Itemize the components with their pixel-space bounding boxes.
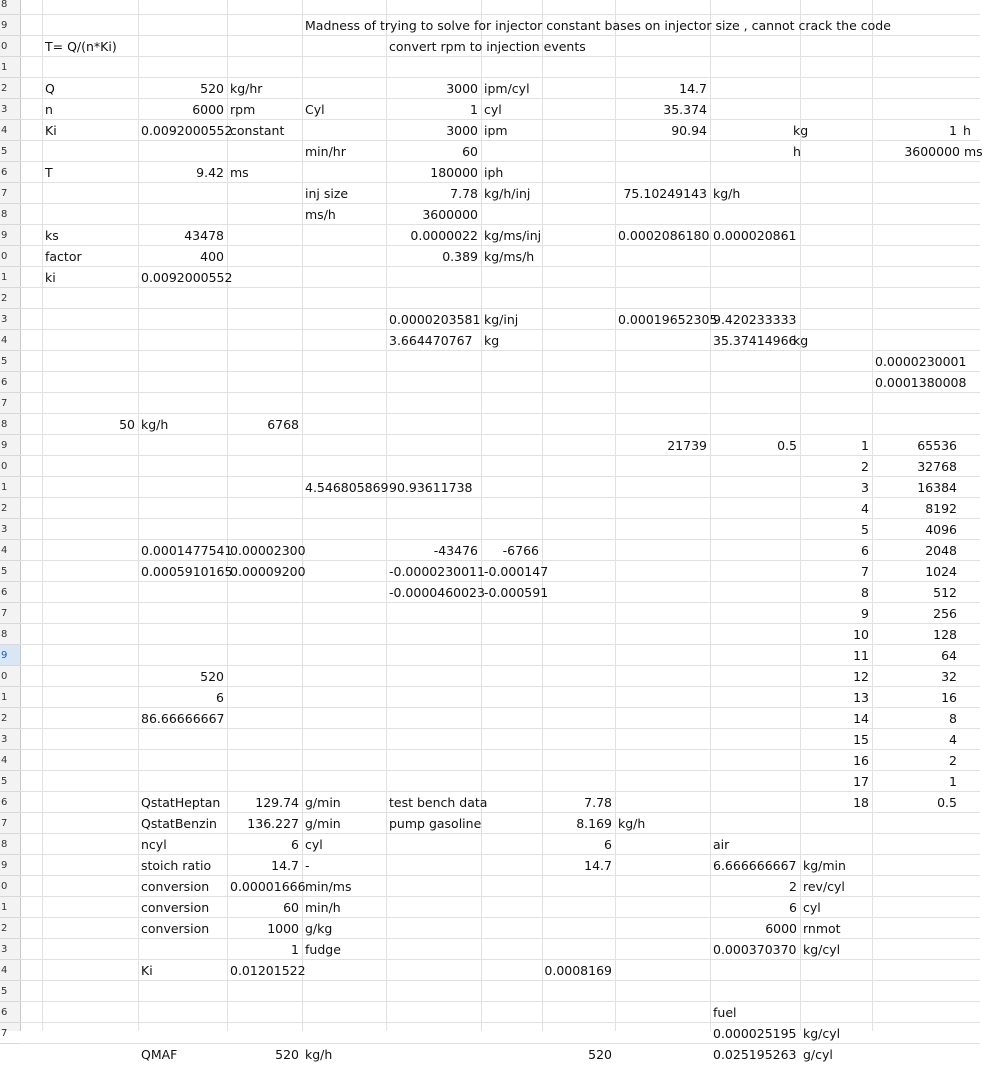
cell[interactable]: kg/inj [484, 312, 519, 327]
cell[interactable]: kg/h [305, 1047, 333, 1062]
cell[interactable]: 14.7 [271, 858, 299, 873]
cell[interactable]: 65536 [917, 438, 957, 453]
cell[interactable]: 1 [949, 123, 957, 138]
cell[interactable]: 43478 [184, 228, 224, 243]
column-gridline [615, 0, 616, 1031]
cell[interactable]: kg/cyl [803, 942, 841, 957]
cell[interactable]: 64 [941, 648, 957, 663]
row-number[interactable]: 9 [0, 435, 20, 456]
row-number[interactable]: 3 [0, 729, 20, 750]
cell[interactable]: 3000 [446, 81, 478, 96]
cell[interactable]: factor [45, 249, 82, 264]
cell[interactable]: kg/ms/h [484, 249, 535, 264]
cell[interactable]: 0.0001380008 [875, 375, 967, 390]
cell[interactable]: 3600000 [422, 207, 478, 222]
row-number[interactable]: 9 [0, 225, 20, 246]
cell[interactable]: rev/cyl [803, 879, 845, 894]
cell[interactable]: 6768 [267, 417, 299, 432]
cell[interactable]: rpm [230, 102, 256, 117]
cell[interactable]: 60 [283, 900, 299, 915]
cell[interactable]: 0.389 [442, 249, 478, 264]
cell[interactable]: 7.78 [584, 795, 612, 810]
cell[interactable]: 256 [933, 606, 957, 621]
cell[interactable]: ipm [484, 123, 508, 138]
row-number[interactable]: 1 [0, 267, 20, 288]
cell[interactable]: 4.546805869 [305, 480, 389, 495]
cell[interactable]: 0.01201522 [230, 963, 306, 978]
cell[interactable]: 129.74 [255, 795, 299, 810]
cell[interactable]: 17 [853, 774, 869, 789]
cell[interactable]: ki [45, 270, 56, 285]
row-number[interactable]: 0 [0, 666, 20, 687]
cell[interactable]: 0.0092000552 [141, 270, 233, 285]
cell[interactable]: 0.0001477541 [141, 543, 233, 558]
cell[interactable]: 16384 [917, 480, 957, 495]
cell[interactable]: 8192 [925, 501, 957, 516]
cell[interactable]: 7.78 [450, 186, 478, 201]
row-number[interactable]: 2 [0, 918, 20, 939]
cell[interactable]: 0.0000230001 [875, 354, 967, 369]
cell[interactable]: 1 [291, 942, 299, 957]
cell[interactable]: 6 [604, 837, 612, 852]
cell[interactable]: kg [793, 333, 809, 348]
cell[interactable]: kg [793, 123, 809, 138]
cell[interactable]: 10 [853, 627, 869, 642]
cell[interactable]: n [45, 102, 53, 117]
row-number[interactable]: 0 [0, 246, 20, 267]
cell[interactable]: kg/min [803, 858, 846, 873]
column-gridline [542, 0, 543, 1031]
cell[interactable]: 2048 [925, 543, 957, 558]
cell[interactable]: 6 [291, 837, 299, 852]
cell[interactable]: convert rpm to injection events [389, 39, 586, 54]
row-number[interactable]: 7 [0, 1023, 20, 1044]
cell[interactable]: 4 [949, 732, 957, 747]
cell[interactable]: - [305, 858, 310, 873]
row-number[interactable]: 8 [0, 624, 20, 645]
cell[interactable]: 6.666666667 [713, 858, 797, 873]
cell[interactable]: fuel [713, 1005, 737, 1020]
cell[interactable]: 2 [861, 459, 869, 474]
cell[interactable]: 4096 [925, 522, 957, 537]
cell[interactable]: 1 [470, 102, 478, 117]
cell[interactable]: 12 [853, 669, 869, 684]
row-number[interactable]: 5 [0, 771, 20, 792]
row-number[interactable]: 8 [0, 0, 20, 15]
row-number[interactable]: 9 [0, 855, 20, 876]
cell[interactable]: 16 [941, 690, 957, 705]
cell[interactable]: 9.420233333 [713, 312, 797, 327]
cell[interactable]: 8.169 [576, 816, 612, 831]
cell[interactable]: 0.00019652305 [618, 312, 718, 327]
cell[interactable]: 14 [853, 711, 869, 726]
cell[interactable]: 9 [861, 606, 869, 621]
cell[interactable]: 6 [216, 690, 224, 705]
row-number[interactable]: 8 [0, 834, 20, 855]
cell[interactable]: QstatBenzin [141, 816, 217, 831]
cell[interactable]: 15 [853, 732, 869, 747]
row-number[interactable]: 1 [0, 897, 20, 918]
cell[interactable]: kg/h [618, 816, 646, 831]
cell[interactable]: 0.000020861 [713, 228, 797, 243]
cell[interactable]: 128 [933, 627, 957, 642]
row-number[interactable]: 8 [0, 204, 20, 225]
row-number[interactable]: 6 [0, 1002, 20, 1023]
row-number[interactable]: 6 [0, 372, 20, 393]
row-number[interactable]: 9 [0, 645, 20, 666]
row-number[interactable]: 2 [0, 498, 20, 519]
cell[interactable]: constant [230, 123, 285, 138]
row-number[interactable]: 8 [0, 414, 20, 435]
row-number[interactable]: 2 [0, 288, 20, 309]
cell[interactable]: 512 [933, 585, 957, 600]
cell[interactable]: 9.42 [196, 165, 224, 180]
cell[interactable]: 13 [853, 690, 869, 705]
row-number[interactable]: 1 [0, 687, 20, 708]
cell[interactable]: Ki [45, 123, 57, 138]
cell[interactable]: 3600000 [904, 144, 960, 159]
cell[interactable]: 0.5 [937, 795, 957, 810]
row-number[interactable]: 2 [0, 708, 20, 729]
cell[interactable]: g/min [305, 795, 341, 810]
cell[interactable]: 180000 [430, 165, 478, 180]
row-number[interactable]: 6 [0, 582, 20, 603]
cell[interactable]: 8 [949, 711, 957, 726]
cell[interactable]: min/ms [305, 879, 352, 894]
cell[interactable]: 90.93611738 [389, 480, 473, 495]
cell[interactable]: Q [45, 81, 55, 96]
row-number[interactable]: 3 [0, 519, 20, 540]
cell[interactable]: QstatHeptan [141, 795, 221, 810]
cell[interactable]: 6 [789, 900, 797, 915]
row-number[interactable]: 5 [0, 981, 20, 1002]
row-number[interactable]: 5 [0, 141, 20, 162]
cell[interactable]: min/h [305, 900, 341, 915]
cell[interactable]: g/kg [305, 921, 333, 936]
row-number[interactable]: 3 [0, 309, 20, 330]
row-number[interactable]: 5 [0, 351, 20, 372]
cell[interactable]: ms [230, 165, 249, 180]
cell[interactable]: kg [484, 333, 500, 348]
row-number[interactable]: 7 [0, 183, 20, 204]
cell[interactable]: 0.00001666 [230, 879, 306, 894]
cell[interactable]: h [793, 144, 801, 159]
row-number[interactable]: 4 [0, 750, 20, 771]
cell[interactable]: 3000 [446, 123, 478, 138]
cell[interactable]: g/min [305, 816, 341, 831]
cell[interactable]: 0.00009200 [230, 564, 306, 579]
cell[interactable]: -0.0000460023 [389, 585, 485, 600]
row-number[interactable]: 7 [0, 393, 20, 414]
cell[interactable]: air [713, 837, 730, 852]
cell[interactable]: 32768 [917, 459, 957, 474]
cell[interactable]: 520 [588, 1047, 612, 1062]
cell[interactable]: kg/ms/inj [484, 228, 542, 243]
row-number[interactable]: 0 [0, 36, 20, 57]
cell[interactable]: 0.00002300 [230, 543, 306, 558]
cell[interactable]: 6000 [192, 102, 224, 117]
cell[interactable]: 14.7 [679, 81, 707, 96]
row-number[interactable]: 9 [0, 15, 20, 36]
cell[interactable]: 3 [861, 480, 869, 495]
row-number[interactable]: 1 [0, 57, 20, 78]
cell[interactable]: 18 [853, 795, 869, 810]
cell[interactable]: 32 [941, 669, 957, 684]
cell[interactable]: ms [964, 144, 983, 159]
cell[interactable]: kg/h [141, 417, 169, 432]
cell[interactable]: 0.000025195 [713, 1026, 797, 1041]
cell[interactable]: 0.0002086180 [618, 228, 710, 243]
cell[interactable]: 75.10249143 [623, 186, 707, 201]
row-number[interactable]: 4 [0, 120, 20, 141]
cell[interactable]: 90.94 [671, 123, 707, 138]
cell[interactable]: cyl [803, 900, 821, 915]
cell[interactable]: kg/cyl [803, 1026, 841, 1041]
row-number[interactable]: 3 [0, 99, 20, 120]
column-gridline [42, 0, 43, 1031]
cell[interactable]: 0.000370370 [713, 942, 797, 957]
cell[interactable]: conversion [141, 900, 210, 915]
cell[interactable]: pump gasoline [389, 816, 482, 831]
row-number[interactable]: 6 [0, 792, 20, 813]
cell[interactable]: -0.000591 [484, 585, 549, 600]
cell[interactable]: QMAF [141, 1047, 178, 1062]
cell[interactable]: Ki [141, 963, 153, 978]
cell[interactable]: kg/h/inj [484, 186, 531, 201]
cell[interactable]: kg/h [713, 186, 741, 201]
cell[interactable]: min/hr [305, 144, 346, 159]
cell[interactable]: T= Q/(n*Ki) [45, 39, 117, 54]
cell[interactable]: ipm/cyl [484, 81, 530, 96]
cell[interactable]: 136.227 [247, 816, 299, 831]
cell[interactable]: 0.0092000552 [141, 123, 233, 138]
cell[interactable]: 35.37414966 [713, 333, 797, 348]
cell[interactable]: cyl [305, 837, 323, 852]
row-number[interactable]: 7 [0, 603, 20, 624]
cell[interactable]: 1024 [925, 564, 957, 579]
cell[interactable]: 50 [119, 417, 135, 432]
row-header-column[interactable] [0, 0, 21, 1039]
cell[interactable]: 520 [200, 81, 224, 96]
row-number[interactable]: 7 [0, 813, 20, 834]
row-number[interactable]: 5 [0, 561, 20, 582]
cell[interactable]: 1 [861, 438, 869, 453]
cell[interactable]: 2 [789, 879, 797, 894]
cell[interactable]: stoich ratio [141, 858, 212, 873]
cell[interactable]: 7 [861, 564, 869, 579]
row-number[interactable]: 1 [0, 477, 20, 498]
cell[interactable]: 400 [200, 249, 224, 264]
row-number[interactable]: 3 [0, 939, 20, 960]
cell[interactable]: conversion [141, 921, 210, 936]
row-number[interactable]: 4 [0, 330, 20, 351]
cell[interactable]: 0.0000203581 [389, 312, 481, 327]
row-gridline [20, 392, 980, 393]
cell[interactable]: 1000 [267, 921, 299, 936]
cell[interactable]: ncyl [141, 837, 167, 852]
cell[interactable]: -0.000147 [484, 564, 549, 579]
column-gridline [481, 0, 482, 1031]
row-number[interactable]: 0 [0, 876, 20, 897]
cell[interactable]: 35.374 [663, 102, 707, 117]
cell[interactable]: T [45, 165, 53, 180]
row-number[interactable]: 6 [0, 162, 20, 183]
cell[interactable]: Madness of trying to solve for injector constant bases on injector size , cannot crack the code [305, 18, 891, 33]
row-number[interactable]: 4 [0, 540, 20, 561]
cell[interactable]: iph [484, 165, 504, 180]
cell[interactable]: 60 [462, 144, 478, 159]
cell[interactable]: ms/h [305, 207, 336, 222]
cell[interactable]: kg/hr [230, 81, 263, 96]
row-number[interactable]: 2 [0, 78, 20, 99]
cell[interactable]: h [963, 123, 971, 138]
cell[interactable]: -43476 [433, 543, 478, 558]
cell[interactable]: conversion [141, 879, 210, 894]
cell[interactable]: 4 [861, 501, 869, 516]
cell[interactable]: ks [45, 228, 59, 243]
cell[interactable]: -6766 [502, 543, 539, 558]
cell[interactable]: 6000 [765, 921, 797, 936]
row-gridline [20, 371, 980, 372]
cell[interactable]: 0.0008169 [544, 963, 612, 978]
cell[interactable]: g/cyl [803, 1047, 833, 1062]
cell[interactable]: cyl [484, 102, 502, 117]
row-number[interactable]: 0 [0, 456, 20, 477]
cell[interactable]: 8 [861, 585, 869, 600]
cell[interactable]: 0.025195263 [713, 1047, 797, 1062]
row-number[interactable]: 4 [0, 960, 20, 981]
cell[interactable]: 21739 [667, 438, 707, 453]
row-gridline [20, 1001, 980, 1002]
cell[interactable]: test bench data [389, 795, 488, 810]
cell[interactable]: inj size [305, 186, 349, 201]
cell[interactable]: rnmot [803, 921, 841, 936]
cell[interactable]: 520 [200, 669, 224, 684]
cell[interactable]: 11 [853, 648, 869, 663]
cell[interactable]: 86.66666667 [141, 711, 225, 726]
cell[interactable]: -0.0000230011 [389, 564, 485, 579]
cell[interactable]: 520 [275, 1047, 299, 1062]
cell[interactable]: 0.0000022 [410, 228, 478, 243]
cell[interactable]: 16 [853, 753, 869, 768]
cell[interactable]: Cyl [305, 102, 325, 117]
cell[interactable]: 6 [861, 543, 869, 558]
cell[interactable]: 1 [949, 774, 957, 789]
cell[interactable]: 3.664470767 [389, 333, 473, 348]
cell[interactable]: 0.5 [777, 438, 797, 453]
cell[interactable]: 0.0005910165 [141, 564, 233, 579]
cell[interactable]: fudge [305, 942, 341, 957]
cell[interactable]: 14.7 [584, 858, 612, 873]
cell[interactable]: 5 [861, 522, 869, 537]
cell[interactable]: 2 [949, 753, 957, 768]
